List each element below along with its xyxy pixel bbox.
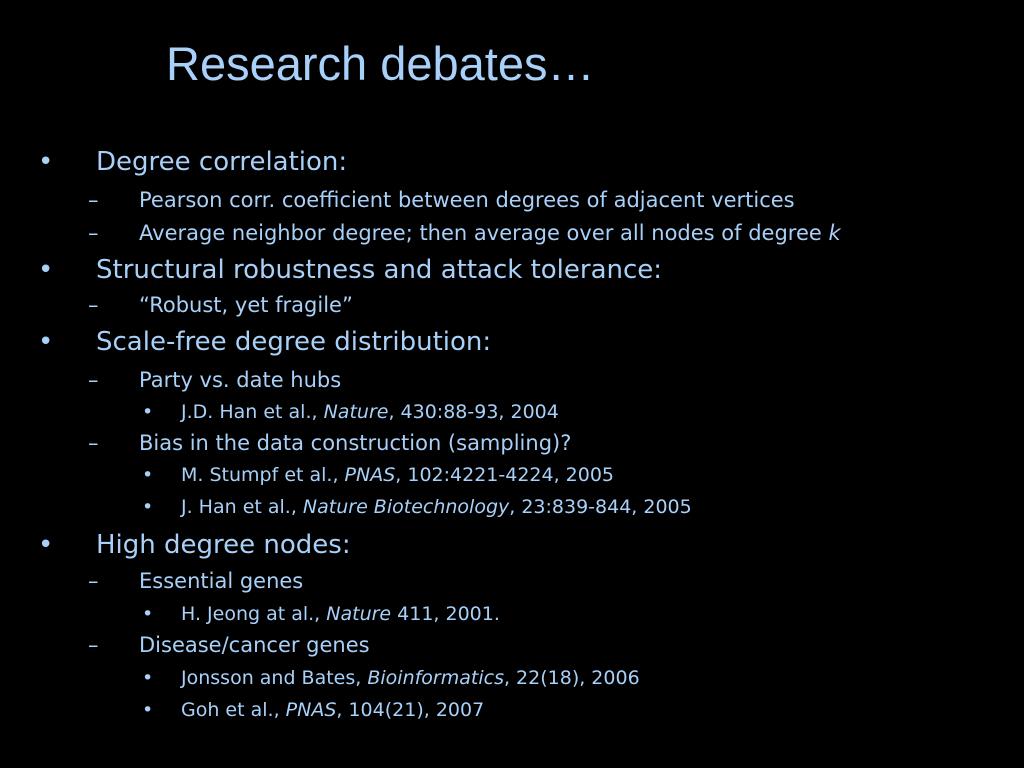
reference-details: , 430:88-93, 2004 — [388, 401, 559, 423]
bullet-text: Structural robustness and attack tolerance: — [96, 255, 663, 285]
subbullet-text: “Robust, yet fragile” — [139, 293, 353, 317]
reference-text — [181, 665, 640, 691]
reference-details: , 22(18), 2006 — [503, 667, 640, 689]
reference-journal: PNAS — [344, 464, 396, 486]
dash-marker: – — [88, 633, 99, 657]
bullet-marker: • — [142, 699, 154, 721]
reference-authors: H. Jeong at al., — [181, 603, 327, 625]
dash-marker: – — [88, 368, 99, 392]
bullet-text: Scale-free degree distribution: — [96, 327, 492, 357]
dash-marker: – — [88, 431, 99, 455]
subbullet-text-italic: k — [828, 221, 841, 245]
bullet-marker: • — [38, 530, 54, 560]
reference-authors: J.D. Han et al., — [181, 401, 324, 423]
subbullet-text — [139, 219, 841, 247]
bullet-text: High degree nodes: — [96, 530, 351, 560]
slide-title: Research debates… — [166, 37, 595, 90]
dash-marker: – — [88, 221, 99, 245]
reference-details: , 104(21), 2007 — [336, 699, 485, 721]
dash-marker: – — [88, 293, 99, 317]
reference-text — [181, 399, 559, 425]
reference-text — [181, 494, 692, 520]
reference-journal: Nature — [326, 603, 392, 625]
reference-journal: Nature — [323, 401, 389, 423]
subbullet-text: Essential genes — [139, 569, 304, 593]
subbullet-text: Party vs. date hubs — [139, 368, 342, 392]
reference-journal: PNAS — [285, 699, 337, 721]
reference-text — [181, 601, 500, 627]
bullet-marker: • — [142, 667, 154, 689]
reference-authors: Goh et al., — [181, 699, 286, 721]
subbullet-text: Disease/cancer genes — [139, 633, 370, 657]
reference-journal: Nature Biotechnology — [302, 496, 510, 518]
bullet-marker: • — [38, 327, 54, 357]
reference-authors: J. Han et al., — [181, 496, 303, 518]
bullet-marker: • — [142, 496, 154, 518]
subbullet-text: Pearson corr. coefficient between degrees of adjacent vertices — [139, 188, 795, 212]
reference-text — [181, 697, 484, 723]
subbullet-text-main: Average neighbor degree; then average over all nodes of degree — [139, 221, 829, 245]
subbullet-text: Bias in the data construction (sampling)? — [139, 431, 572, 455]
reference-details: , 23:839-844, 2005 — [509, 496, 692, 518]
bullet-marker: • — [142, 603, 154, 625]
reference-details: 411, 2001. — [391, 603, 500, 625]
reference-authors: M. Stumpf et al., — [181, 464, 345, 486]
bullet-marker: • — [142, 401, 154, 423]
bullet-text: Degree correlation: — [96, 147, 348, 177]
dash-marker: – — [88, 569, 99, 593]
bullet-marker: • — [38, 147, 54, 177]
reference-text — [181, 462, 614, 488]
reference-details: , 102:4221-4224, 2005 — [395, 464, 615, 486]
dash-marker: – — [88, 188, 99, 212]
bullet-marker: • — [142, 464, 154, 486]
bullet-marker: • — [38, 255, 54, 285]
reference-journal: Bioinformatics — [367, 667, 504, 689]
reference-authors: Jonsson and Bates, — [181, 667, 368, 689]
